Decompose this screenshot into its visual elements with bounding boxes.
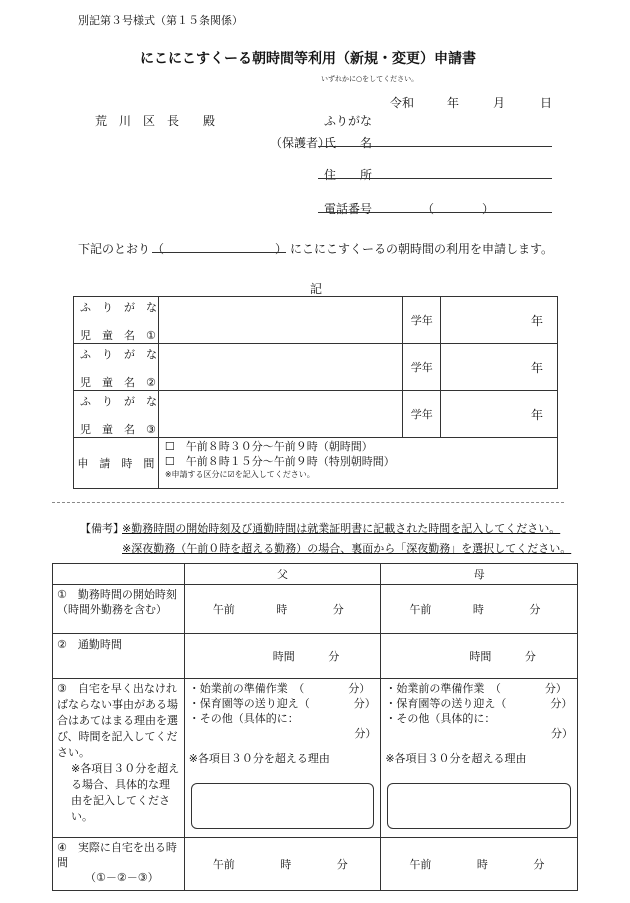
child-name-field[interactable] (158, 344, 402, 391)
table-row (74, 391, 558, 438)
father-leave-time[interactable] (184, 838, 381, 891)
table-row (74, 344, 558, 391)
minute-label: 分 (524, 650, 536, 663)
table-row (53, 564, 578, 585)
reason-bracket[interactable] (387, 783, 571, 829)
grade-label: 学年 (403, 297, 441, 344)
row4-formula: （①－②－③） (85, 871, 159, 884)
child-furigana: ふ り が な (80, 301, 157, 314)
apply-time-label: 申 請 時 間 (74, 438, 159, 489)
father-commute-time[interactable] (184, 634, 381, 679)
grade-label: 学年 (403, 344, 441, 391)
child-name-label: 児 童 名 ② (80, 376, 156, 389)
date-era: 令和 (390, 96, 415, 110)
grade-field[interactable]: 年 (441, 344, 558, 391)
request-suffix: にこにこすくーるの朝時間の利用を申請します。 (290, 242, 554, 256)
other-item: ・その他（具体的に： (188, 712, 299, 725)
child-furigana: ふ り が な (80, 395, 157, 408)
minute-label: 分 (336, 858, 348, 871)
date-year: 年 (447, 96, 460, 110)
mother-commute-time[interactable] (381, 634, 578, 679)
table-row (74, 297, 558, 344)
apply-time-options (158, 438, 557, 489)
option-morning[interactable]: ☐ 午前８時３０分～午前９時（朝時間） (164, 440, 373, 453)
guardian-label: （保護者） (270, 136, 331, 150)
am-label: 午前 (409, 603, 432, 616)
minute-label: 分 (332, 603, 344, 616)
other-close: 分） (551, 727, 573, 740)
minute-label: 分 (533, 858, 545, 871)
option-special-morning[interactable]: ☐ 午前８時１５分～午前９時（特別朝時間） (164, 455, 395, 468)
child-label-cell (74, 297, 159, 344)
table-row (53, 585, 578, 634)
mother-leave-time[interactable] (381, 838, 578, 891)
row4-label-main: ④ 実際に自宅を出る時間 (57, 841, 177, 869)
table-row (53, 679, 578, 838)
minute-label: 分 (529, 603, 541, 616)
children-table (73, 296, 558, 489)
row4-label (53, 838, 185, 891)
table-row (53, 838, 578, 891)
hour-label: 時 (280, 858, 292, 871)
furigana-label: ふりがな (324, 114, 373, 128)
minute-label: 分 (328, 650, 340, 663)
hour-label: 時 (476, 858, 488, 871)
addressee: 荒 川 区 長 殿 (95, 114, 216, 128)
circle-note: いずれかに○をしてください。 (321, 75, 419, 83)
request-blank-close: ） (275, 242, 288, 256)
grade-field[interactable]: 年 (441, 297, 558, 344)
date-day: 日 (540, 96, 553, 110)
apply-time-note: ※申請する区分に☑を記入してください。 (164, 470, 315, 479)
table-row (53, 634, 578, 679)
phone-line[interactable] (318, 212, 552, 213)
phone-label: 電話番号 (324, 202, 373, 216)
school-name-line[interactable] (152, 252, 286, 253)
child-furigana: ふ り が な (80, 348, 157, 361)
am-label: 午前 (409, 858, 432, 871)
ki-heading: 記 (310, 282, 323, 296)
remarks-line2: ※深夜勤務（午前０時を超える勤務）の場合、裏面から「深夜勤務」を選択してください。 (122, 542, 572, 555)
grade-field[interactable]: 年 (441, 391, 558, 438)
father-reasons[interactable] (184, 679, 381, 838)
dashed-divider (52, 502, 564, 503)
address-line[interactable] (318, 178, 552, 179)
request-blank-open: （ (152, 242, 165, 256)
hour-label: 時 (472, 603, 484, 616)
mother-reasons[interactable] (381, 679, 578, 838)
remarks-head: 【備考】 (80, 522, 124, 535)
name-label: 氏 名 (324, 136, 373, 150)
grade-label: 学年 (403, 391, 441, 438)
form-number: 別記第３号様式（第１５条関係） (78, 14, 243, 27)
over30-label: ※各項目３０分を超える理由 (188, 752, 330, 765)
request-prefix: 下記のとおり (78, 242, 151, 256)
address-label: 住 所 (324, 168, 373, 182)
reason-bracket[interactable] (191, 783, 375, 829)
other-item: ・その他（具体的に： (385, 712, 496, 725)
over30-label: ※各項目３０分を超える理由 (385, 752, 527, 765)
child-name-field[interactable] (158, 297, 402, 344)
child-label-cell (74, 391, 159, 438)
mother-header: 母 (381, 564, 578, 585)
child-name-label: 児 童 名 ③ (80, 423, 156, 436)
nursery-item: ・保育園等の送り迎え（ 分） (188, 697, 376, 710)
row3-label-main: ③ 自宅を早く出なければならない事由がある場合はあてはまる理由を選び、時間を記入してください。 (57, 682, 178, 759)
remarks-line1: ※勤務時間の開始時刻及び通勤時間は就業証明書に記載された時間を記入してください。 (122, 522, 561, 535)
child-label-cell (74, 344, 159, 391)
am-label: 午前 (212, 858, 235, 871)
hours-label: 時間 (272, 650, 295, 663)
nursery-item: ・保育園等の送り迎え（ 分） (385, 697, 573, 710)
child-name-field[interactable] (158, 391, 402, 438)
row1-label: ① 勤務時間の開始時刻（時間外勤務を含む） (53, 585, 185, 634)
row3-label-note: ※各項目３０分を超える場合、具体的な理由を記入してください。 (71, 762, 180, 823)
page-title: にこにこすくーる朝時間等利用（新規・変更）申請書 (140, 51, 476, 67)
child-name-label: 児 童 名 ① (80, 329, 156, 342)
date-month: 月 (493, 96, 506, 110)
time-table (52, 563, 578, 891)
row2-label: ② 通勤時間 (53, 634, 185, 679)
name-line[interactable] (318, 146, 552, 147)
hours-label: 時間 (469, 650, 492, 663)
father-header: 父 (184, 564, 381, 585)
other-close: 分） (354, 727, 377, 740)
row3-label (53, 679, 185, 838)
mother-start-time[interactable] (381, 585, 578, 634)
father-start-time[interactable] (184, 585, 381, 634)
prep-work-item: ・始業前の準備作業 （ 分） (188, 682, 371, 695)
phone-open: （ (422, 202, 435, 216)
table-row (74, 438, 558, 489)
phone-close: ） (482, 202, 495, 216)
am-label: 午前 (212, 603, 235, 616)
prep-work-item: ・始業前の準備作業 （ 分） (385, 682, 567, 695)
hour-label: 時 (276, 603, 288, 616)
